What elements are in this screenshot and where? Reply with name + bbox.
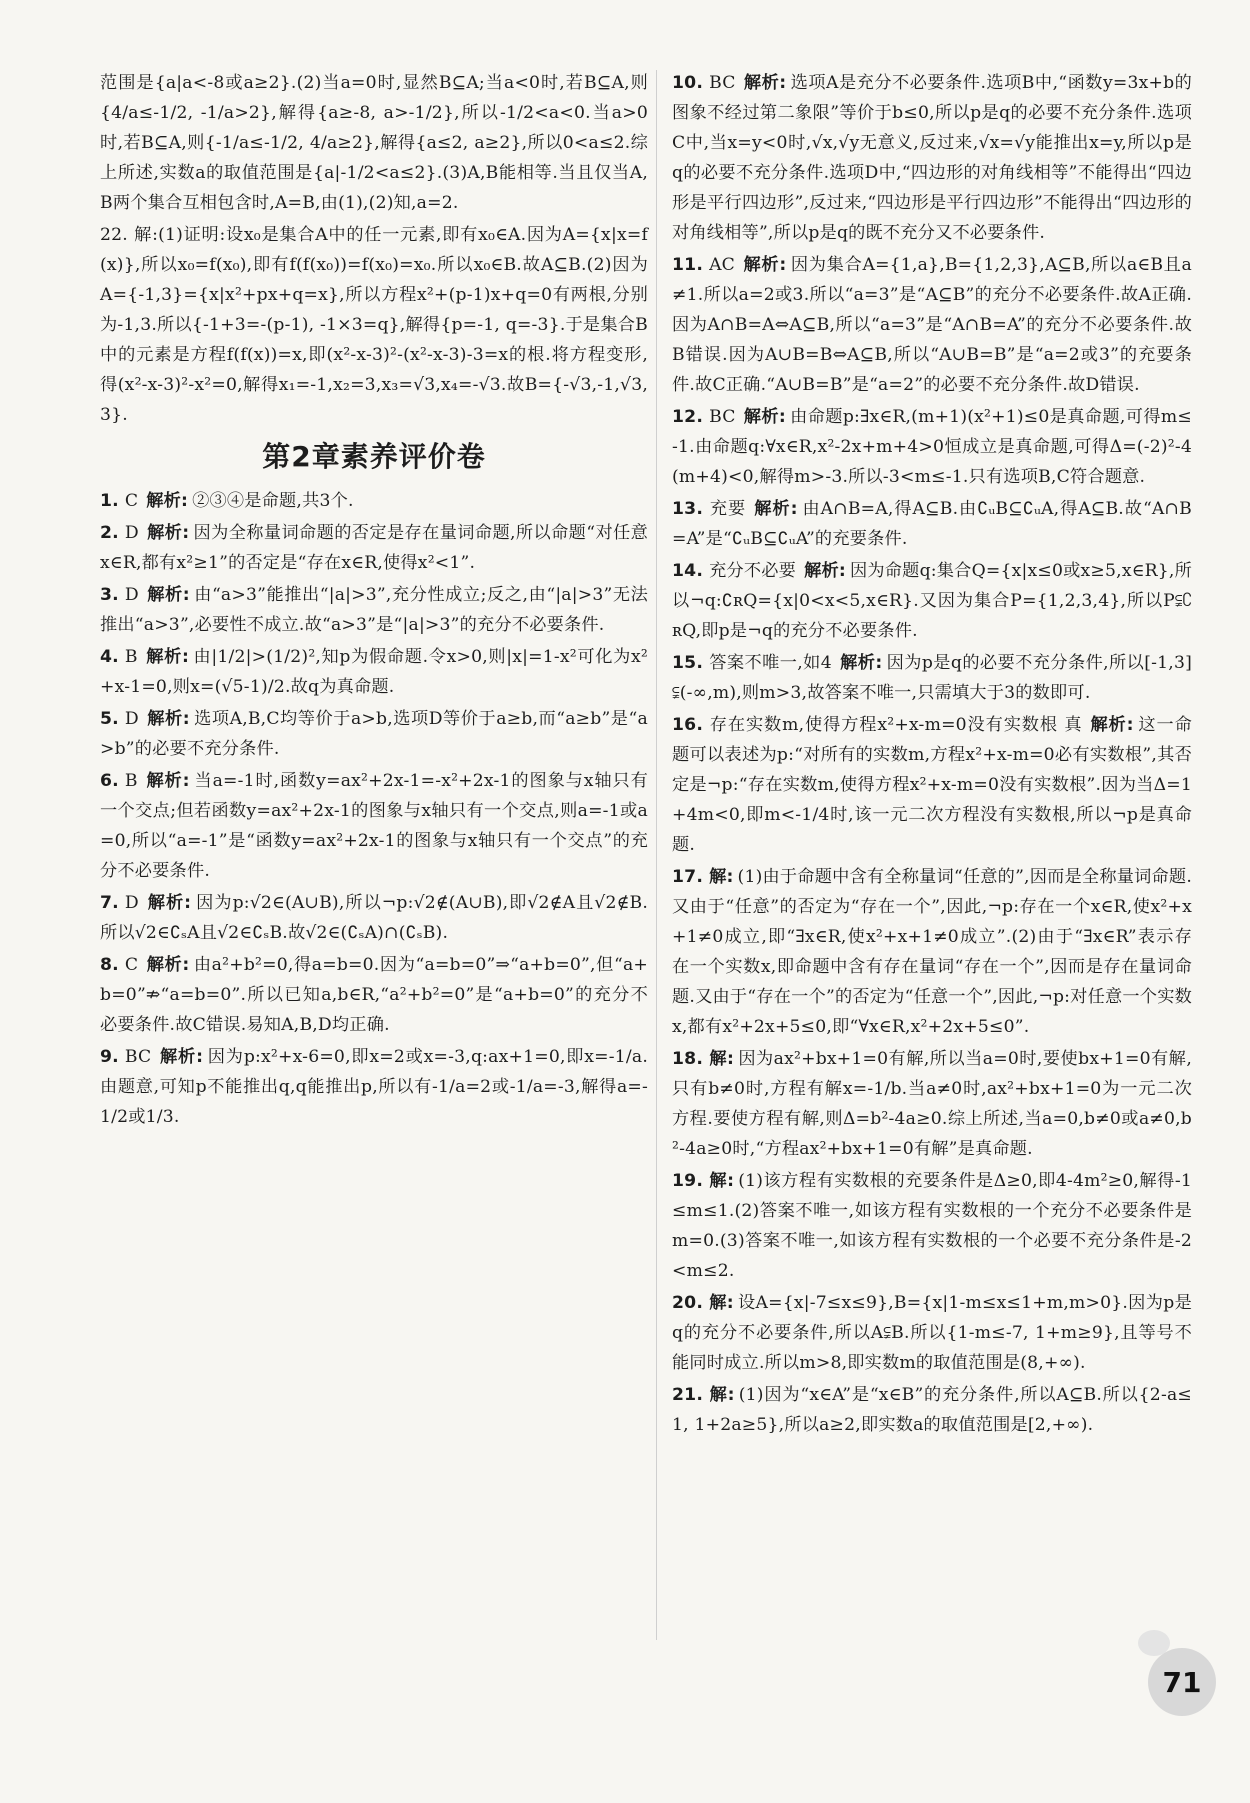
item-label: 解析: xyxy=(804,561,846,581)
item-text: 因为p:x²+x-6=0,即x=2或x=-3,q:ax+1=0,即x=-1/a.由题意,可知p不能推出q,q能推出p,所以有-1/a=2或-1/a=-3,解得a=-1/2或1/3. xyxy=(100,1047,649,1127)
item-label: 解析: xyxy=(146,893,192,913)
item-answer: AC xyxy=(709,255,736,275)
solution-22: 22. 解:(1)证明:设x₀是集合A中的任一元素,即有x₀∈A.因为A={x|x=f(x)},所以x₀=f(x₀),即有f(f(x₀))=f(x₀)=x₀.所以x₀∈B.故A⊆B.(2)因为A={-1,3}={x|x²+px+q=x},所以方程x²+(p-1)x+q=0有两根,分别为-1,3.所以{-1+3=-(p-1), -1×3=q},解得{p=-1, q=-3}.于是集合B中的元素是方程f(f(x))=x,即(x²-x-3)²-(x²-x-3)-3=x的根.将方程变形,得(x²-x-3)²-x²=0,解得x₁=-1,x₂=3,x₃=√3,x₄=-√3.故B={-√3,-1,√3,3}. xyxy=(100,225,648,425)
left-column xyxy=(100,68,648,1134)
item-label: 解析: xyxy=(159,1047,204,1067)
item-label: 解析: xyxy=(839,653,883,673)
item-number: 21. xyxy=(672,1385,704,1405)
item-label: 解析: xyxy=(146,491,189,511)
item-answer: BC xyxy=(124,1047,152,1067)
item-answer: 答案不唯一,如4 xyxy=(709,653,832,673)
right-answer-list xyxy=(672,68,1192,1440)
item-label: 解: xyxy=(709,1293,734,1313)
item-answer: D xyxy=(124,709,139,729)
item-text: ②③④是命题,共3个. xyxy=(192,491,354,511)
item-number: 10. xyxy=(672,73,704,93)
item-number: 7. xyxy=(100,893,119,913)
item-text: 由“a>3”能推出“|a|>3”,充分性成立;反之,由“|a|>3”无法推出“a>3”,必要性不成立.故“a>3”是“|a|>3”的充分不必要条件. xyxy=(100,585,648,635)
item-label: 解: xyxy=(709,1049,735,1069)
item-number: 18. xyxy=(672,1049,704,1069)
answer-item xyxy=(672,250,1192,400)
right-column xyxy=(672,68,1192,1442)
answer-item xyxy=(672,68,1192,248)
answer-item xyxy=(100,704,648,764)
answer-item xyxy=(100,518,648,578)
item-label: 解: xyxy=(709,1171,735,1191)
item-number: 16. xyxy=(672,715,704,735)
answer-item xyxy=(672,1166,1192,1286)
item-text: (1)因为“x∈A”是“x∈B”的充分条件,所以A⊆B.所以{2-a≤1, 1+2a≥5},所以a≥2,即实数a的取值范围是[2,+∞). xyxy=(672,1385,1192,1435)
answer-item xyxy=(100,1042,648,1132)
item-answer: B xyxy=(124,771,138,791)
item-label: 解析: xyxy=(146,523,190,543)
answer-item xyxy=(100,950,648,1040)
item-answer: 存在实数m,使得方程x²+x-m=0没有实数根 真 xyxy=(709,715,1083,735)
item-text: 因为命题q:集合Q={x|x≤0或x≥5,x∈R},所以¬q:∁ʀQ={x|0<x<5,x∈R}.又因为集合P={1,2,3,4},所以P⫋∁ʀQ,即p是¬q的充分不必要条件. xyxy=(672,561,1192,641)
item-number: 11. xyxy=(672,255,704,275)
item-label: 解析: xyxy=(743,255,787,275)
item-number: 9. xyxy=(100,1047,119,1067)
item-text: 因为集合A={1,a},B={1,2,3},A⊆B,所以a∈B且a≠1.所以a=2或3.所以“a=3”是“A⊆B”的充分不必要条件.故A正确.因为A∩B=A⇔A⊆B,所以“a=3”是“A∩B=A”的充分不必要条件.故B错误.因为A∪B=B⇔A⊆B,所以“A∪B=B”是“a=2或3”的充要条件.故C正确.“A∪B=B”是“a=2”的必要不充分条件.故D错误. xyxy=(672,255,1192,395)
item-number: 13. xyxy=(672,499,704,519)
item-number: 5. xyxy=(100,709,119,729)
answer-item xyxy=(672,402,1192,492)
answer-item xyxy=(672,710,1192,860)
answer-item xyxy=(672,494,1192,554)
answer-item xyxy=(672,1380,1192,1440)
item-label: 解析: xyxy=(145,771,190,791)
answer-item xyxy=(100,580,648,640)
section-title: 第2章素养评价卷 xyxy=(262,440,486,473)
item-label: 解: xyxy=(709,867,734,887)
item-number: 1. xyxy=(100,491,119,511)
item-label: 解析: xyxy=(1090,715,1134,735)
item-number: 20. xyxy=(672,1293,704,1313)
item-text: 因为ax²+bx+1=0有解,所以当a=0时,要使bx+1=0有解,只有b≠0时,方程有解x=-1/b.当a≠0时,ax²+bx+1=0为一元二次方程.要使方程有解,则Δ=b²-4a≥0.综上所述,当a=0,b≠0或a≠0,b²-4a≥0时,“方程ax²+bx+1=0有解”是真命题. xyxy=(672,1049,1193,1159)
item-text: 因为全称量词命题的否定是存在量词命题,所以命题“对任意x∈R,都有x²≥1”的否定是“存在x∈R,使得x²<1”. xyxy=(100,523,648,573)
item-answer: D xyxy=(124,585,139,605)
prev-solution-continued: 范围是{a|a<-8或a≥2}.(2)当a=0时,显然B⊆A;当a<0时,若B⊆A,则{4/a≤-1/2, -1/a>2},解得{a≥-8, a>-1/2},所以-1/2<a<0.当a>0时,若B⊆A,则{-1/a≤-1/2, 4/a≥2},解得{a≤2, a≥2},所以0<a≤2.综上所述,实数a的取值范围是{a|-1/2<a≤2}.(3)A,B能相等.当且仅当A,B两个集合互相包含时,A=B,由(1),(2)知,a=2. xyxy=(100,73,648,213)
item-text: (1)该方程有实数根的充要条件是Δ≥0,即4-4m²≥0,解得-1≤m≤1.(2)答案不唯一,如该方程有实数根的一个充分不必要条件是m=0.(3)答案不唯一,如该方程有实数根的一个必要不充分条件是-2<m≤2. xyxy=(672,1171,1192,1281)
item-number: 12. xyxy=(672,407,704,427)
item-text: 因为p是q的必要不充分条件,所以[-1,3]⫋(-∞,m),则m>3,故答案不唯一,只需填大于3的数即可. xyxy=(672,653,1193,703)
item-text: 当a=-1时,函数y=ax²+2x-1=-x²+2x-1的图象与x轴只有一个交点;但若函数y=ax²+2x-1的图象与x轴只有一个交点,则a=-1或a=0,所以“a=-1”是“函数y=ax²+2x-1的图象与x轴只有一个交点”的充分不必要条件. xyxy=(100,771,649,881)
item-answer: 充要 xyxy=(709,499,747,519)
answer-item xyxy=(100,888,648,948)
item-label: 解析: xyxy=(146,955,190,975)
item-text: 设A={x|-7≤x≤9},B={x|1-m≤x≤1+m,m>0}.因为p是q的充分不必要条件,所以A⫋B.所以{1-m≤-7, 1+m≥9},且等号不能同时成立.所以m>8,即实数m的取值范围是(8,+∞). xyxy=(672,1293,1192,1373)
left-answer-list xyxy=(100,486,648,1132)
item-text: 由命题p:∃x∈R,(m+1)(x²+1)≤0是真命题,可得m≤-1.由命题q:∀x∈R,x²-2x+m+4>0恒成立是真命题,可得Δ=(-2)²-4(m+4)<0,解得m>-3.所以-3<m≤-1.只有选项B,C符合题意. xyxy=(672,407,1192,487)
answer-item xyxy=(672,648,1192,708)
item-number: 15. xyxy=(672,653,704,673)
answer-item xyxy=(100,642,648,702)
answer-item xyxy=(672,556,1192,646)
item-answer: B xyxy=(124,647,138,667)
item-text: (1)由于命题中含有全称量词“任意的”,因而是全称量词命题.又由于“任意”的否定为“存在一个”,因此,¬p:存在一个x∈R,使x²+x+1≠0成立,即“∃x∈R,使x²+x+1≠0成立”.(2)由于“∃x∈R”表示存在一个实数x,即命题中含有存在量词“存在一个”,因而是存在量词命题.又由于“存在一个”的否定为“任意一个”,因此,¬p:对任意一个实数x,都有x²+2x+5≤0,即“∀x∈R,x²+2x+5≤0”. xyxy=(672,867,1192,1037)
column-divider xyxy=(656,70,657,1640)
item-label: 解析: xyxy=(743,407,786,427)
item-number: 4. xyxy=(100,647,119,667)
item-text: 选项A是充分不必要条件.选项B中,“函数y=3x+b的图象不经过第二象限”等价于b≤0,所以p是q的必要不充分条件.选项C中,当x=y<0时,√x,√y无意义,反过来,√x=√y能推出x=y,所以p是q的必要不充分条件.选项D中,“四边形的对角线相等”不能得出“四边形是平行四边形”,反过来,“四边形是平行四边形”不能得出“四边形的对角线相等”,所以p是q的既不充分又不必要条件. xyxy=(672,73,1192,243)
item-label: 解: xyxy=(709,1385,735,1405)
page-number-badge xyxy=(1148,1648,1216,1716)
item-answer: BC xyxy=(709,73,736,93)
item-text: 由|1/2|>(1/2)²,知p为假命题.令x>0,则|x|=1-x²可化为x²+x-1=0,则x=(√5-1)/2.故q为真命题. xyxy=(100,647,648,697)
item-answer: C xyxy=(124,491,139,511)
answer-item xyxy=(100,486,648,516)
answer-item xyxy=(672,862,1192,1042)
item-number: 14. xyxy=(672,561,704,581)
item-label: 解析: xyxy=(146,585,190,605)
item-label: 解析: xyxy=(754,499,798,519)
item-label: 解析: xyxy=(145,647,190,667)
item-number: 2. xyxy=(100,523,119,543)
item-answer: BC xyxy=(709,407,736,427)
item-text: 由a²+b²=0,得a=b=0.因为“a=b=0”⇒“a+b=0”,但“a+b=0”⇏“a=b=0”.所以已知a,b∈R,“a²+b²=0”是“a+b=0”的充分不必要条件.故C错误.易知A,B,D均正确. xyxy=(100,955,648,1035)
item-text: 这一命题可以表述为p:“对所有的实数m,方程x²+x-m=0必有实数根”,其否定是¬p:“存在实数m,使得方程x²+x-m=0没有实数根”.因为当Δ=1+4m<0,即m<-1/4时,该一元二次方程没有实数根,所以¬p是真命题. xyxy=(672,715,1192,855)
answer-item xyxy=(672,1044,1192,1164)
item-answer: D xyxy=(124,523,139,543)
item-number: 17. xyxy=(672,867,704,887)
item-text: 因为p:√2∈(A∪B),所以¬p:√2∉(A∪B),即√2∉A且√2∉B.所以√2∈∁ₛA且√2∈∁ₛB.故√2∈(∁ₛA)∩(∁ₛB). xyxy=(100,893,648,943)
item-number: 3. xyxy=(100,585,119,605)
item-label: 解析: xyxy=(146,709,190,729)
item-label: 解析: xyxy=(743,73,787,93)
answer-item xyxy=(100,766,648,886)
item-answer: 充分不必要 xyxy=(709,561,797,581)
item-number: 6. xyxy=(100,771,119,791)
item-number: 19. xyxy=(672,1171,704,1191)
item-answer: D xyxy=(124,893,139,913)
answer-item xyxy=(672,1288,1192,1378)
page-number: 71 xyxy=(1162,1665,1202,1699)
item-text: 由A∩B=A,得A⊆B.由∁ᵤB⊆∁ᵤA,得A⊆B.故“A∩B=A”是“∁ᵤB⊆∁ᵤA”的充要条件. xyxy=(672,499,1192,549)
item-number: 8. xyxy=(100,955,119,975)
item-answer: C xyxy=(124,955,139,975)
item-text: 选项A,B,C均等价于a>b,选项D等价于a≥b,而“a≥b”是“a>b”的必要不充分条件. xyxy=(100,709,648,759)
